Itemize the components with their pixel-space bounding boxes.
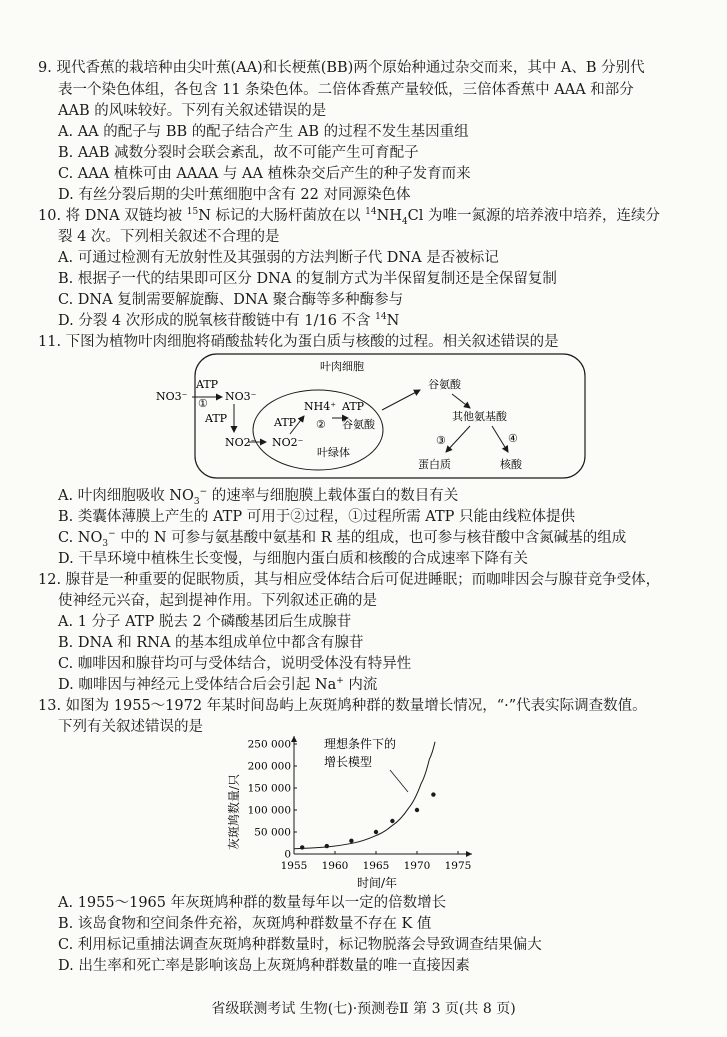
population-growth-chart: [222, 730, 484, 890]
nucleic-synthesis-arrow: [492, 426, 508, 452]
q10-stem-line-2: 裂 4 次。下列相关叙述不合理的是: [58, 229, 280, 245]
q9-option-a: A. AA 的配子与 BB 的配子结合产生 AB 的过程不发生基因重组: [58, 124, 469, 140]
q13-stem-line-2: 下列有关叙述错误的是: [58, 719, 203, 735]
survey-point: [431, 792, 435, 796]
q11-option-c: C. $NO_3^-$ 中的 N 可参与氨基酸中氨基和 R 基的组成，也可参与核苷酸中含氮碱基的组成: [58, 529, 627, 549]
q12-option-a: A. 1 分子 ATP 脱去 2 个磷酸基团后生成腺苷: [58, 614, 352, 630]
y-axis-label: 灰斑鸠数量/只: [227, 773, 241, 851]
other-amino-acids: 其他氨基酸: [452, 410, 507, 423]
q9-option-c: C. AAA 植株可由 AAAA 与 AA 植株杂交后产生的种子发育而来: [58, 166, 471, 182]
survey-point: [415, 808, 419, 812]
x-tick-label: 1965: [362, 860, 390, 872]
q11-option-a: A. 叶肉细胞吸收 $NO_3^-$ 的速率与细胞膜上载体蛋白的数目有关: [58, 487, 459, 507]
y-tick-label: 250 000: [247, 738, 291, 751]
q12-stem-line-2: 使神经元兴奋，起到提神作用。下列叙述正确的是: [58, 593, 377, 609]
no2-chloroplast: NO2⁻: [272, 436, 304, 449]
no3-inside: NO3⁻: [225, 390, 257, 403]
survey-point: [390, 819, 394, 823]
survey-points: [300, 792, 436, 849]
model-annotation-line-2: 增长模型: [324, 755, 373, 769]
atp-label-2: ATP: [205, 412, 228, 425]
q10-option-c: C. DNA 复制需要解旋酶、DNA 聚合酶等多种酶参与: [58, 292, 404, 308]
q9-stem-line-2: 表一个染色体组，各包含 11 条染色体。二倍体香蕉产量较低，三倍体香蕉中 AAA 和部分: [58, 82, 634, 98]
q9-option-d: D. 有丝分裂后期的尖叶蕉细胞中含有 22 对同源染色体: [58, 187, 411, 203]
y-axis-arrowhead: [291, 736, 297, 742]
page-footer: 省级联测考试 生物(七)·预测卷Ⅱ 第 3 页(共 8 页): [211, 1001, 516, 1017]
q10-option-a: A. 可通过检测有无放射性及其强弱的方法判断子代 DNA 是否被标记: [58, 250, 499, 266]
q9-stem-line-3: AAB 的风味较好。下列有关叙述错误的是: [58, 103, 327, 119]
q13-stem-line-1: 13. 如图为 1955～1972 年某时间岛屿上灰斑鸠种群的数量增长情况，“·”代表实际调查数值。: [38, 698, 647, 714]
q11-option-b: B. 类囊体薄膜上产生的 ATP 可用于②过程，①过程所需 ATP 只能由线粒体提供: [58, 509, 576, 525]
glutamate-cytosol: 谷氨酸: [428, 378, 461, 391]
chloroplast-label: 叶绿体: [317, 446, 350, 459]
q11-stem: 11. 下图为植物叶肉细胞将硝酸盐转化为蛋白质与核酸的过程。相关叙述错误的是: [38, 334, 559, 350]
annotation-leader: [390, 770, 408, 792]
chart-axes: [291, 736, 472, 857]
y-tick-label: 50 000: [254, 826, 291, 839]
step-4-label: ④: [508, 432, 518, 445]
model-annotation-line-1: 理想条件下的: [324, 737, 397, 751]
transamination-arrow: [452, 394, 470, 408]
q10-option-b: B. 根据子一代的结果即可区分 DNA 的复制方式为半保留复制还是全保留复制: [58, 271, 557, 287]
no2-cytosol: NO2⁻: [225, 436, 257, 449]
q10-option-d: D. 分裂 4 次形成的脱氧核苷酸链中有 1/16 不含 $^{14}$N: [58, 312, 400, 329]
x-tick-label: 1960: [321, 860, 349, 872]
q13-option-d: D. 出生率和死亡率是影响该岛上灰斑鸠种群数量的唯一直接因素: [58, 958, 470, 974]
cell-label: 叶肉细胞: [320, 360, 364, 373]
y-tick-label: 0: [284, 848, 291, 861]
atp-label-4: ATP: [342, 400, 365, 413]
step-3-label: ③: [436, 434, 446, 447]
survey-point: [349, 839, 353, 843]
q12-option-b: B. DNA 和 RNA 的基本组成单位中都含有腺苷: [58, 635, 364, 651]
y-tick-label: 150 000: [247, 782, 291, 795]
q11-option-d: D. 干旱环境中植株生长变慢，与细胞内蛋白质和核酸的合成速率下降有关: [58, 551, 528, 567]
q9-option-b: B. AAB 减数分裂时会联会紊乱，故不可能产生可育配子: [58, 145, 419, 161]
x-axis-arrowhead: [466, 851, 472, 857]
x-tick-label: 1970: [403, 860, 431, 872]
glutamate-chloroplast: 谷氨酸: [342, 418, 375, 431]
q12-option-c: C. 咖啡因和腺苷均可与受体结合，说明受体没有特异性: [58, 656, 412, 672]
q12-option-d: D. 咖啡因与神经元上受体结合后会引起 Na+ 内流: [58, 676, 378, 693]
q13-option-c: C. 利用标记重捕法调查灰斑鸠种群数量时，标记物脱落会导致调查结果偏大: [58, 937, 542, 953]
atp-label-1: ATP: [196, 378, 219, 391]
survey-point: [374, 830, 378, 834]
y-tick-label: 200 000: [247, 760, 291, 773]
survey-point: [325, 844, 329, 848]
q13-option-b: B. 该岛食物和空间条件充裕，灰斑鸠种群数量不存在 K 值: [58, 916, 432, 932]
survey-point: [300, 845, 304, 849]
q12-stem-line-1: 12. 腺苷是一种重要的促眠物质，其与相应受体结合后可促进睡眠；而咖啡因会与腺苷竞争受体，: [38, 572, 661, 588]
no3-outside: NO3⁻: [156, 390, 188, 403]
nh4-label: NH4⁺: [304, 400, 337, 413]
step-2-label: ②: [316, 418, 326, 431]
y-axis-ticks: [248, 739, 297, 861]
y-tick-label: 100 000: [247, 804, 291, 817]
nitrate-pathway-diagram: [156, 352, 590, 482]
x-tick-label: 1955: [280, 860, 308, 872]
x-tick-label: 1975: [444, 860, 472, 872]
cell-membrane: [195, 354, 585, 478]
q10-stem-line-1: 10. 将 DNA 双链均被 $^{15}$N 标记的大肠杆菌放在以 $^{14}NH_4Cl$ 为唯一氮源的培养液中培养，连续分: [38, 207, 661, 227]
x-axis-label: 时间/年: [357, 876, 398, 890]
protein-synthesis-arrow: [446, 426, 470, 452]
step-1-label: ①: [198, 397, 208, 410]
q9-stem-line-1: 9. 现代香蕉的栽培种由尖叶蕉(AA)和长梗蕉(BB)两个原始种通过杂交而来，其中 A、B 分别代: [38, 60, 645, 76]
q13-option-a: A. 1955～1965 年灰斑鸠种群的数量每年以一定的倍数增长: [58, 895, 447, 911]
export-arrow: [382, 390, 420, 410]
protein-label: 蛋白质: [418, 458, 451, 471]
nucleic-acid-label: 核酸: [500, 458, 522, 471]
atp-label-3: ATP: [274, 416, 297, 429]
